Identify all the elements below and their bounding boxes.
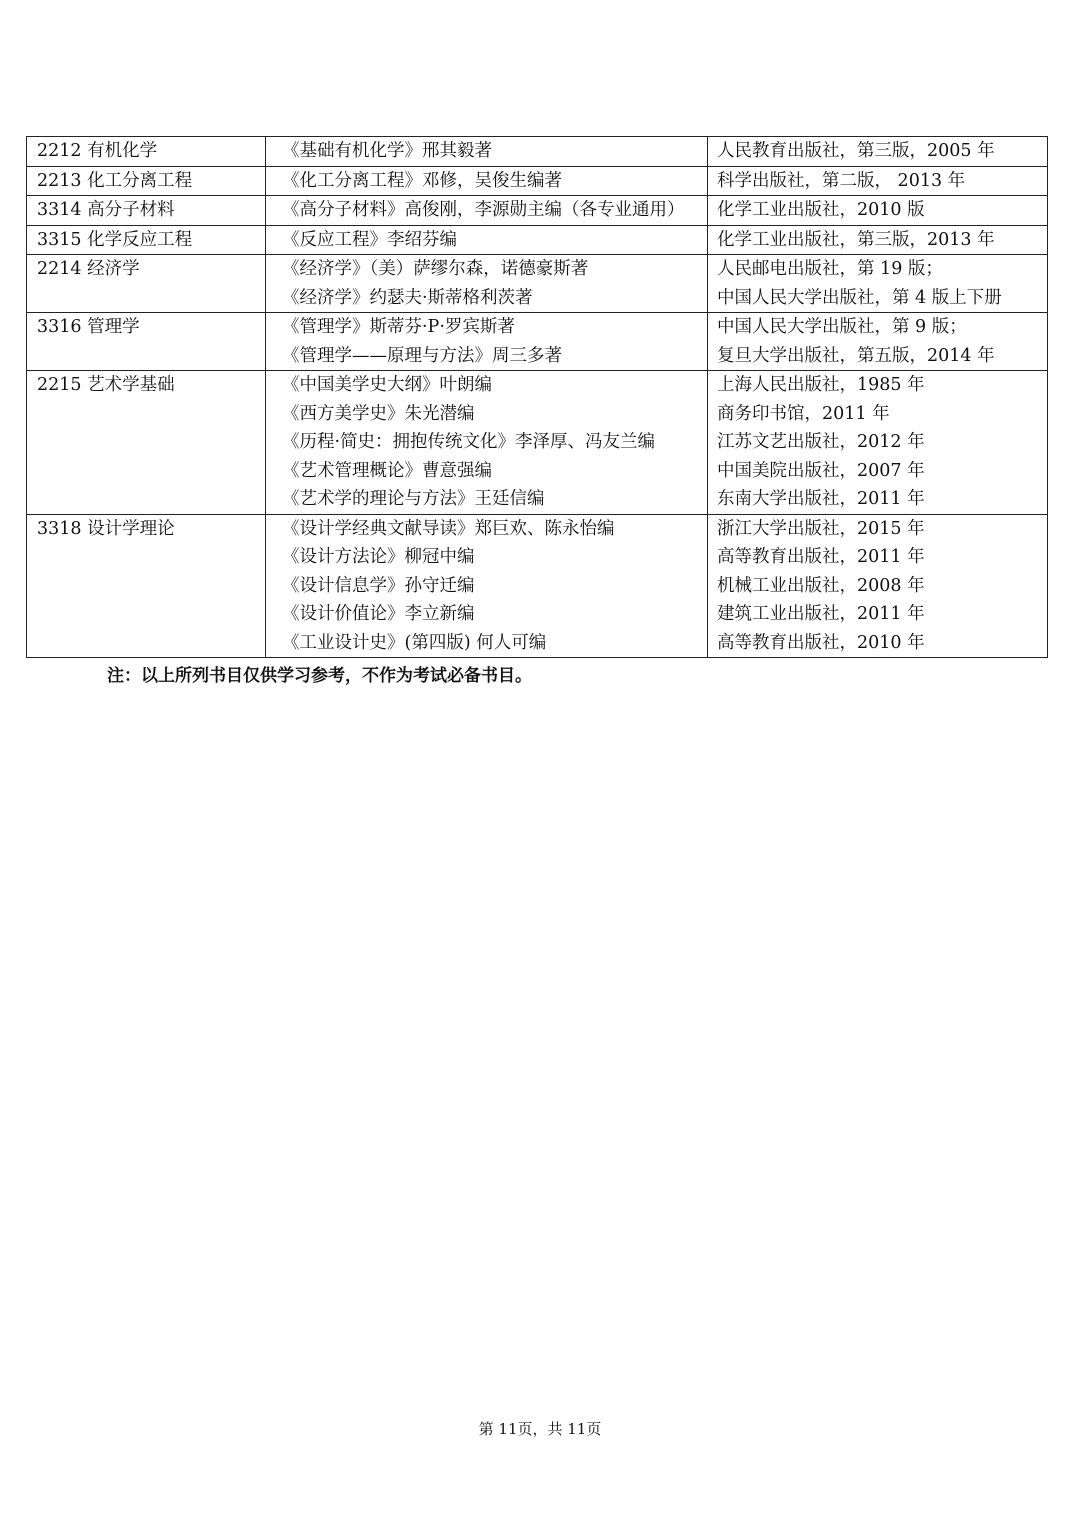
subject-cell <box>27 313 266 371</box>
subject-cell <box>27 196 266 226</box>
reference-books-table <box>26 136 1048 658</box>
subject-cell <box>27 225 266 255</box>
publisher-cell <box>708 514 1048 658</box>
publisher-info: 中国美院出版社，2007 年 <box>717 460 925 481</box>
subject-label: 2215 艺术学基础 <box>37 375 175 395</box>
subject-cell <box>27 137 266 167</box>
table-row <box>27 313 1048 371</box>
publisher-info: 江苏文艺出版社，2012 年 <box>717 432 925 452</box>
publisher-info: 东南大学出版社，2011 年 <box>717 489 925 509</box>
books-cell <box>266 255 708 313</box>
subject-cell <box>27 255 266 313</box>
table-body <box>27 137 1048 658</box>
publisher-info: 人民教育出版社，第三版，2005 年 <box>717 141 995 161</box>
publisher-info: 人民邮电出版社，第 19 版； <box>717 259 943 279</box>
books-cell <box>266 137 708 167</box>
table-row <box>27 225 1048 255</box>
publisher-info: 机械工业出版社，2008 年 <box>717 575 925 596</box>
publisher-info: 商务印书馆，2011 年 <box>717 403 890 424</box>
books-cell <box>266 225 708 255</box>
table-row <box>27 514 1048 658</box>
subject-cell <box>27 371 266 515</box>
subject-label: 3316 管理学 <box>37 317 140 337</box>
book-title: 《管理学》斯蒂芬·P·罗宾斯著 <box>282 317 515 337</box>
book-title: 《高分子材料》高俊刚，李源勋主编（各专业通用） <box>282 200 685 220</box>
page-number: 第 11页，共 11页 <box>478 1420 602 1438</box>
publisher-info: 高等教育出版社，2011 年 <box>717 547 925 567</box>
book-title: 《基础有机化学》邢其毅著 <box>282 141 492 161</box>
book-title: 《化工分离工程》邓修，吴俊生编著 <box>282 170 562 191</box>
publisher-info: 复旦大学出版社，第五版，2014 年 <box>717 345 995 366</box>
book-title: 《设计价值论》李立新编 <box>282 604 475 624</box>
publisher-info: 上海人民出版社，1985 年 <box>717 375 925 395</box>
book-title: 《历程·简史：拥抱传统文化》李泽厚、冯友兰编 <box>282 432 656 452</box>
book-title: 《设计方法论》柳冠中编 <box>282 547 475 567</box>
table-note: 注：以上所列书目仅供学习参考，不作为考试必备书目。 <box>107 666 532 686</box>
publisher-info: 化学工业出版社，2010 版 <box>717 200 925 220</box>
publisher-info: 建筑工业出版社，2011 年 <box>717 604 925 624</box>
book-title: 《艺术管理概论》曹意强编 <box>282 460 492 481</box>
book-title: 《经济学》约瑟夫·斯蒂格利茨著 <box>282 287 533 308</box>
subject-label: 2212 有机化学 <box>37 141 158 161</box>
books-cell <box>266 166 708 196</box>
publisher-info: 浙江大学出版社，2015 年 <box>717 518 925 539</box>
books-cell <box>266 313 708 371</box>
book-title: 《管理学——原理与方法》周三多著 <box>282 345 562 366</box>
table-row <box>27 255 1048 313</box>
publisher-cell <box>708 166 1048 196</box>
book-title: 《艺术学的理论与方法》王廷信编 <box>282 489 545 509</box>
book-title: 《工业设计史》(第四版) 何人可编 <box>282 632 547 653</box>
publisher-cell <box>708 313 1048 371</box>
book-title: 《设计学经典文献导读》郑巨欢、陈永怡编 <box>282 518 615 539</box>
book-title: 《经济学》（美）萨缪尔森，诺德豪斯著 <box>282 259 589 279</box>
book-title: 《西方美学史》朱光潜编 <box>282 403 475 424</box>
books-cell <box>266 196 708 226</box>
publisher-cell <box>708 196 1048 226</box>
subject-label: 3315 化学反应工程 <box>37 229 193 250</box>
publisher-info: 化学工业出版社，第三版，2013 年 <box>717 229 995 250</box>
table-row <box>27 137 1048 167</box>
publisher-info: 高等教育出版社，2010 年 <box>717 632 925 653</box>
publisher-cell <box>708 225 1048 255</box>
table-row <box>27 196 1048 226</box>
subject-cell <box>27 166 266 196</box>
subject-label: 3318 设计学理论 <box>37 518 175 539</box>
subject-label: 3314 高分子材料 <box>37 200 175 220</box>
publisher-info: 中国人民大学出版社，第 9 版； <box>717 317 967 337</box>
publisher-info: 科学出版社，第二版， 2013 年 <box>717 170 966 191</box>
book-title: 《设计信息学》孙守迁编 <box>282 575 475 596</box>
publisher-cell <box>708 255 1048 313</box>
table-row <box>27 371 1048 515</box>
publisher-info: 中国人民大学出版社，第 4 版上下册 <box>717 287 1002 308</box>
books-cell <box>266 371 708 515</box>
table-row <box>27 166 1048 196</box>
subject-cell <box>27 514 266 658</box>
publisher-cell <box>708 371 1048 515</box>
publisher-cell <box>708 137 1048 167</box>
book-title: 《反应工程》李绍芬编 <box>282 229 457 250</box>
subject-label: 2213 化工分离工程 <box>37 170 193 191</box>
subject-label: 2214 经济学 <box>37 259 140 279</box>
books-cell <box>266 514 708 658</box>
book-title: 《中国美学史大纲》叶朗编 <box>282 375 492 395</box>
